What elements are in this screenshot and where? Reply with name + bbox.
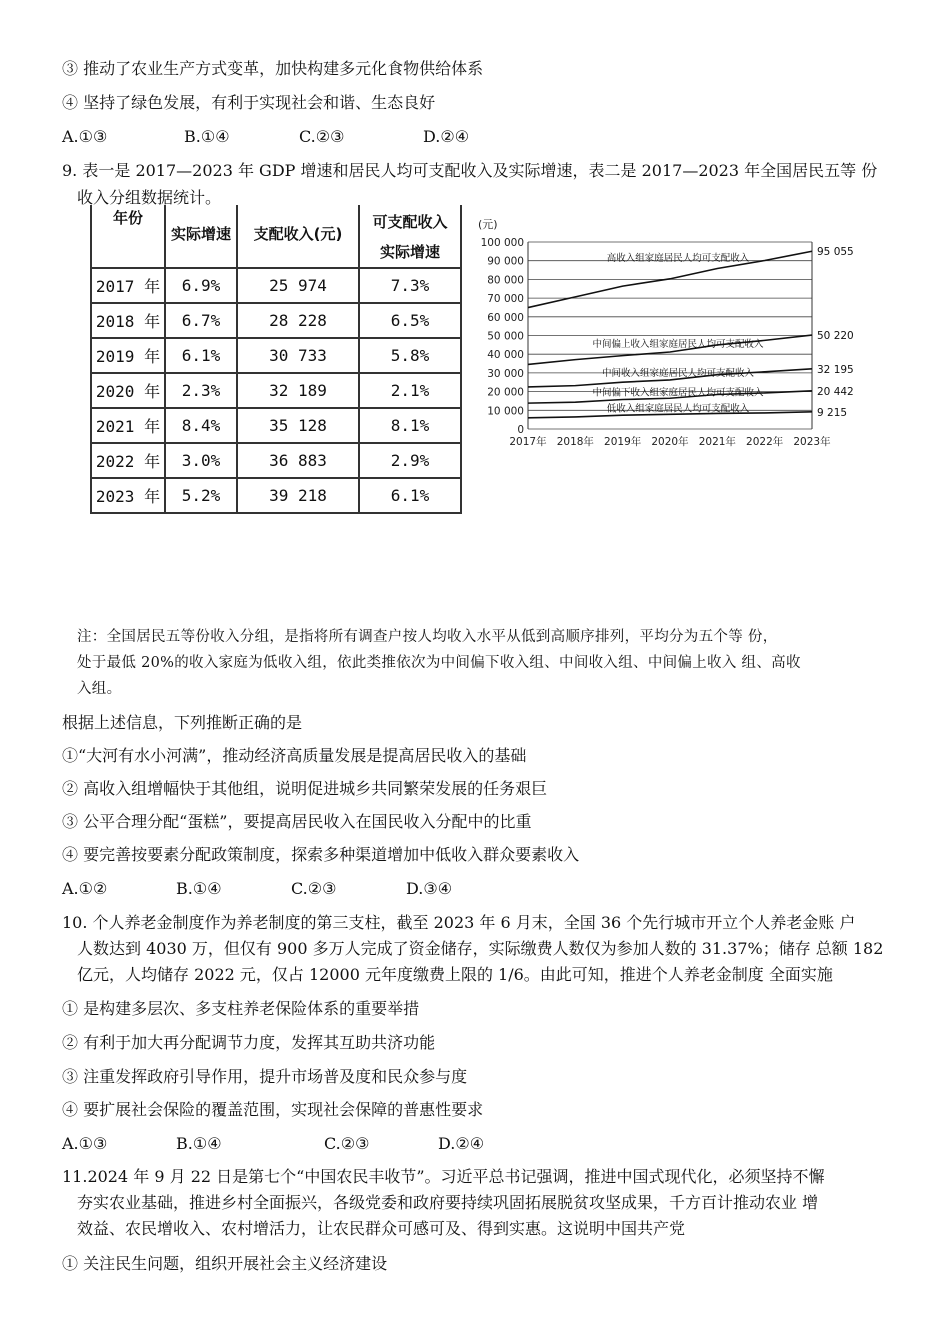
income-table-image (88, 205, 468, 515)
y-tick-label: 90 000 (487, 255, 524, 268)
table-cell: 5.2% (165, 478, 237, 513)
x-tick-label: 2017年 (509, 436, 547, 448)
table-cell: 25 974 (237, 268, 359, 303)
series-name-label: 低收入组家庭居民人均可支配收入 (606, 403, 750, 415)
q8-answer-choices (62, 126, 469, 148)
q10-option-4: ④ 要扩展社会保险的覆盖范围，实现社会保障的普惠性要求 (62, 1100, 484, 1119)
q11-option-1: ① 关注民生问题，组织开展社会主义经济建设 (62, 1254, 388, 1273)
q9-option-1: ①“大河有水小河满”，推动经济高质量发展是提高居民收入的基础 (62, 746, 527, 765)
choice-d[interactable]: D.②④ (438, 1134, 485, 1153)
y-tick-label: 100 000 (480, 237, 524, 249)
choice-b[interactable]: B.①④ (176, 1134, 222, 1153)
choice-a[interactable]: A.①③ (62, 127, 108, 146)
x-tick-label: 2021年 (698, 436, 736, 448)
choice-c[interactable]: C.②③ (291, 879, 337, 898)
table-cell: 3.0% (165, 443, 237, 478)
y-tick-label: 30 000 (487, 367, 524, 380)
q10-option-2: ② 有利于加大再分配调节力度，发挥其互助共济功能 (62, 1033, 436, 1052)
q8-option-4: ④ 坚持了绿色发展，有利于实现社会和谐、生态良好 (62, 93, 436, 112)
series-end-value-label: 32 195 (817, 363, 854, 376)
q9-answer-choices (62, 878, 452, 900)
table-cell: 2019 年 (91, 338, 165, 373)
table-cell: 8.1% (359, 408, 461, 443)
q9-option-4: ④ 要完善按要素分配政策制度，探索多种渠道增加中低收入群众要素收入 (62, 845, 580, 864)
y-tick-label: 80 000 (487, 274, 524, 287)
q9-option-3: ③ 公平合理分配“蛋糕”，要提高居民收入在国民收入分配中的比重 (62, 812, 532, 831)
q9-stem-line2: 收入分组数据统计。 (77, 188, 222, 207)
q10-answer-choices (62, 1133, 484, 1155)
y-tick-label: 40 000 (487, 349, 524, 362)
table-cell: 32 189 (237, 373, 359, 408)
series-end-value-label: 50 220 (817, 330, 854, 343)
table-header-year: 年份 (91, 205, 165, 268)
table-row (91, 443, 461, 478)
income-quintile-chart (470, 212, 890, 462)
y-tick-label: 20 000 (487, 386, 524, 399)
x-tick-label: 2022年 (746, 436, 784, 448)
table-cell: 8.4% (165, 408, 237, 443)
table-cell: 6.1% (165, 338, 237, 373)
q9-stem-line1: 9. 表一是 2017—2023 年 GDP 增速和居民人均可支配收入及实际增速，表二是 2017—2023 年全国居民五等 份 (62, 161, 878, 180)
choice-c[interactable]: C.②③ (324, 1134, 370, 1153)
choice-d[interactable]: D.③④ (406, 879, 453, 898)
y-axis-label: (元) (478, 218, 498, 231)
note-line2: 处于最低 20%的收入家庭为低收入组，依此类推依次为中间偏下收入组、中间收入组、中间偏上收入 组、高收 (77, 655, 801, 671)
choice-d[interactable]: D.②④ (423, 127, 470, 146)
choice-b[interactable]: B.①④ (176, 879, 222, 898)
table-row (91, 303, 461, 338)
table-cell: 30 733 (237, 338, 359, 373)
table-cell: 2017 年 (91, 268, 165, 303)
table-cell: 2023 年 (91, 478, 165, 513)
table-cell: 6.1% (359, 478, 461, 513)
note-line3: 入组。 (77, 681, 122, 697)
q11-stem-line1: 11.2024 年 9 月 22 日是第七个“中国农民丰收节”。习近平总书记强调，推进中国式现代化，必须坚持不懈 (62, 1167, 825, 1186)
table-cell: 28 228 (237, 303, 359, 338)
table-cell: 35 128 (237, 408, 359, 443)
series-end-value-label: 95 055 (817, 246, 854, 259)
q11-stem-line2: 夯实农业基础，推进乡村全面振兴，各级党委和政府要持续巩固拓展脱贫攻坚成果，千方百计推动农业 增 (77, 1193, 819, 1212)
y-tick-label: 10 000 (487, 405, 524, 418)
table-row (91, 478, 461, 513)
table-cell: 6.5% (359, 303, 461, 338)
table-cell: 6.9% (165, 268, 237, 303)
choice-b[interactable]: B.①④ (184, 127, 230, 146)
table-header-growth: 实际增速 (165, 205, 237, 268)
note-line1: 注：全国居民五等份收入分组，是指将所有调查户按人均收入水平从低到高顺序排列，平均分为五个等 份， (77, 629, 778, 645)
table-cell: 2020 年 (91, 373, 165, 408)
q10-option-3: ③ 注重发挥政府引导作用，提升市场普及度和民众参与度 (62, 1067, 468, 1086)
table-cell: 7.3% (359, 268, 461, 303)
q10-option-1: ① 是构建多层次、多支柱养老保险体系的重要举措 (62, 999, 420, 1018)
q8-option-3: ③ 推动了农业生产方式变革，加快构建多元化食物供给体系 (62, 59, 484, 78)
table-cell: 2021 年 (91, 408, 165, 443)
income-table (90, 205, 462, 514)
table-cell: 36 883 (237, 443, 359, 478)
table-row (91, 268, 461, 303)
table-header-income: 支配收入(元) (237, 205, 359, 268)
table-cell: 2018 年 (91, 303, 165, 338)
table-cell: 2.9% (359, 443, 461, 478)
series-name-label: 中间收入组家庭居民人均可支配收入 (601, 367, 755, 379)
x-tick-label: 2023年 (793, 436, 831, 448)
y-tick-label: 50 000 (487, 330, 524, 343)
table-cell: 2.3% (165, 373, 237, 408)
q10-stem-line3: 亿元，人均储存 2022 元，仅占 12000 元年度缴费上限的 1/6。由此可知，推进个人养老金制度 全面实施 (77, 965, 833, 984)
q10-stem-line2: 人数达到 4030 万，但仅有 900 多万人完成了资金储存，实际缴费人数仅为参加人数的 31.37%；储存 总额 182 (77, 939, 884, 958)
table-cell: 39 218 (237, 478, 359, 513)
y-tick-label: 60 000 (487, 311, 524, 324)
x-tick-label: 2018年 (556, 436, 594, 448)
table-row (91, 338, 461, 373)
choice-a[interactable]: A.①③ (62, 1134, 108, 1153)
table-cell: 2.1% (359, 373, 461, 408)
series-end-value-label: 20 442 (817, 385, 854, 398)
choice-c[interactable]: C.②③ (299, 127, 345, 146)
q9-question: 根据上述信息，下列推断正确的是 (62, 713, 303, 732)
series-name-label: 中间偏下收入组家庭居民人均可支配收入 (592, 387, 764, 399)
y-tick-label: 0 (517, 424, 524, 436)
table-row (91, 408, 461, 443)
table-header-income-growth: 可支配收入 实际增速 (359, 205, 461, 268)
y-tick-label: 70 000 (487, 293, 524, 306)
table-row (91, 373, 461, 408)
series-end-value-label: 9 215 (817, 406, 848, 419)
table-cell: 5.8% (359, 338, 461, 373)
q11-stem-line3: 效益、农民增收入、农村增活力，让农民群众可感可及、得到实惠。这说明中国共产党 (77, 1219, 686, 1238)
choice-a[interactable]: A.①② (62, 879, 108, 898)
q10-stem-line1: 10. 个人养老金制度作为养老制度的第三支柱，截至 2023 年 6 月末，全国 36 个先行城市开立个人养老金账 户 (62, 913, 856, 932)
series-name-label: 中间偏上收入组家庭居民人均可支配收入 (592, 339, 764, 351)
table-cell: 6.7% (165, 303, 237, 338)
table-cell: 2022 年 (91, 443, 165, 478)
x-tick-label: 2019年 (604, 436, 642, 448)
q9-option-2: ② 高收入组增幅快于其他组，说明促进城乡共同繁荣发展的任务艰巨 (62, 779, 548, 798)
series-name-label: 高收入组家庭居民人均可支配收入 (606, 252, 750, 264)
x-tick-label: 2020年 (651, 436, 689, 448)
